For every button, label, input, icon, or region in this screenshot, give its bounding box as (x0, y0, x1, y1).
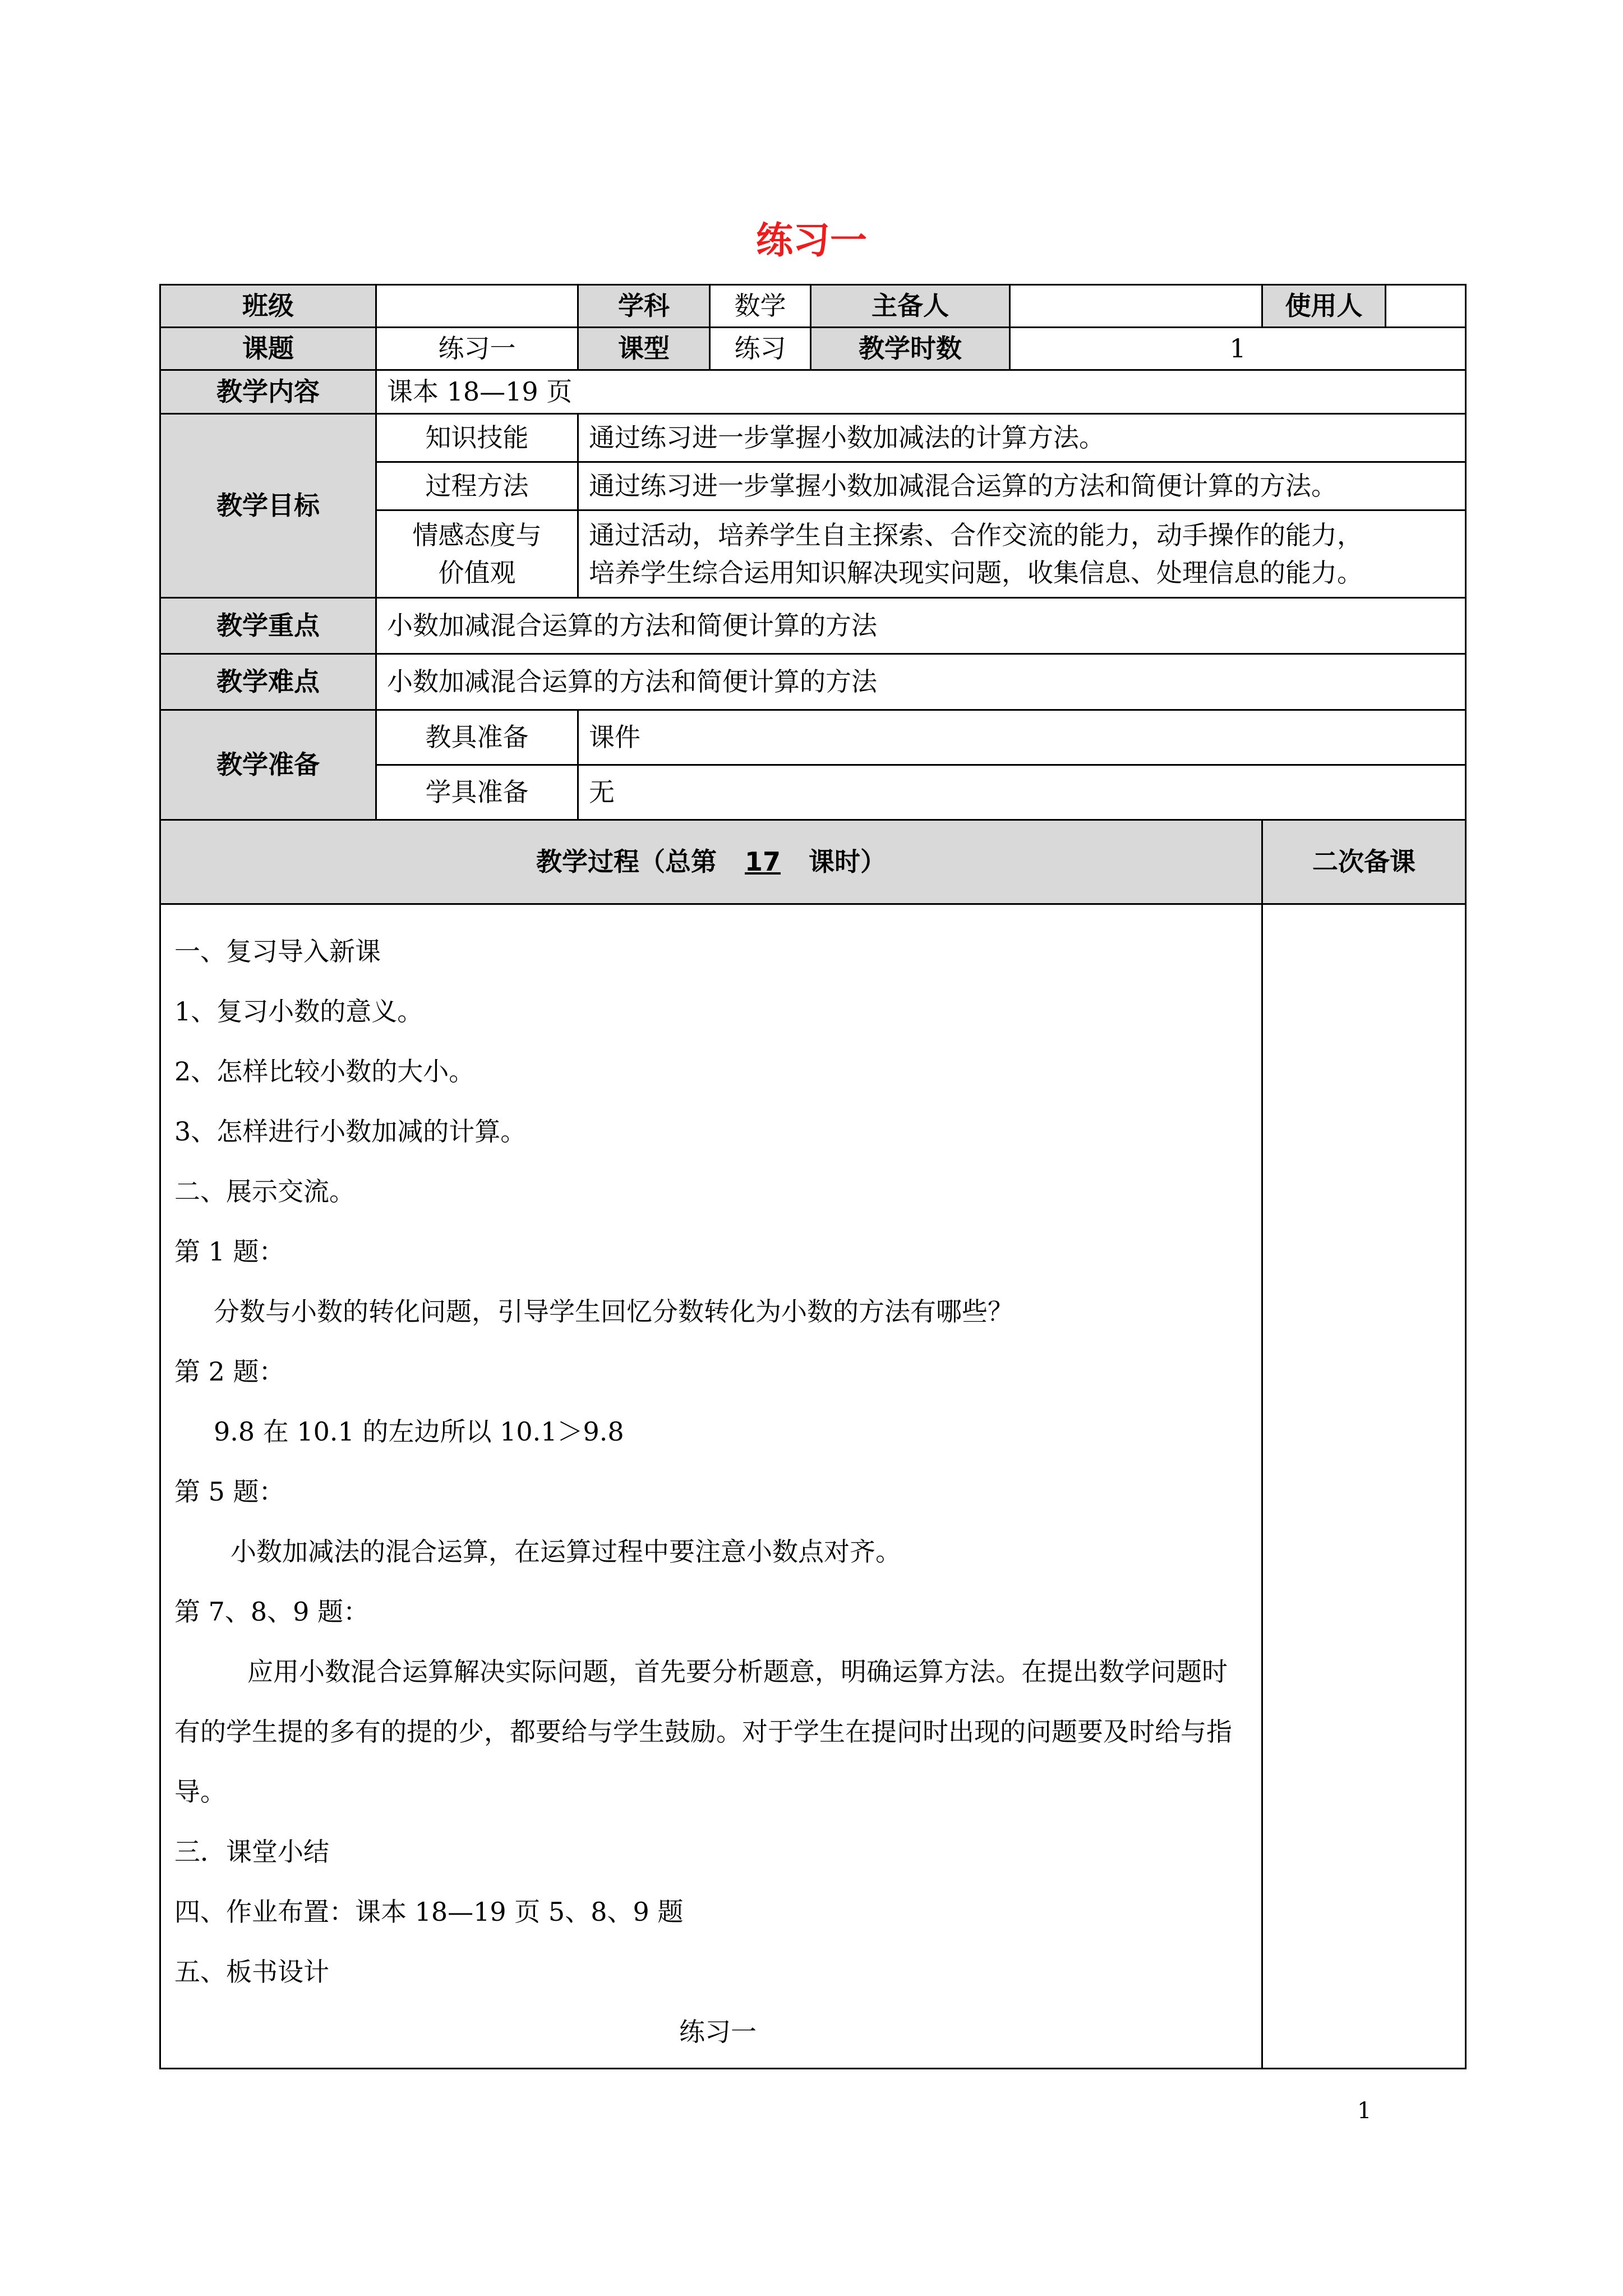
second-prep-heading: 二次备课 (1262, 820, 1466, 904)
goal-text (578, 510, 1466, 598)
process-line: 一、复习导入新课 (174, 936, 381, 967)
user-label: 使用人 (1262, 285, 1386, 328)
prep-label: 教学准备 (160, 710, 376, 820)
process-heading (160, 820, 1262, 904)
hours-label: 教学时数 (811, 328, 1010, 370)
subject-label: 学科 (578, 285, 710, 328)
preparer-value (1010, 285, 1262, 328)
hours-value: 1 (1010, 328, 1466, 370)
process-line: 四、作业布置：课本 18—19 页 5、8、9 题 (174, 1897, 684, 1927)
header-row-1 (160, 285, 1466, 328)
goal-text-line: 培养学生综合运用知识解决现实问题，收集信息、处理信息的能力。 (589, 557, 1363, 588)
process-line: 分数与小数的转化问题，引导学生回忆分数转化为小数的方法有哪些？ (214, 1296, 1013, 1327)
type-label: 课型 (578, 328, 710, 370)
difficulty-label: 教学难点 (160, 654, 376, 710)
process-line: 3、怎样进行小数加减的计算。 (174, 1116, 527, 1147)
content-row (160, 370, 1466, 414)
preparer-label: 主备人 (811, 285, 1010, 328)
subject-value: 数学 (710, 285, 811, 328)
process-line: 二、展示交流。 (174, 1176, 355, 1207)
student-prep-label: 学具准备 (376, 765, 578, 820)
content-label: 教学内容 (160, 370, 376, 414)
lesson-plan-table (159, 284, 1467, 2069)
goal-name: 过程方法 (376, 462, 578, 510)
goal-name-line: 情感态度与 (412, 519, 542, 550)
teacher-prep-value: 课件 (578, 710, 1466, 765)
process-paragraph: 应用小数混合运算解决实际问题，首先要分析题意，明确运算方法。在提出数学问题时有的学生提的多有的提的少，都要给与学生鼓励。对于学生在提问时出现的问题要及时给与指导。 (174, 1657, 1232, 1807)
page-title: 练习一 (756, 219, 867, 262)
content-value: 课本 18—19 页 (376, 370, 1466, 414)
focus-value: 小数加减混合运算的方法和简便计算的方法 (376, 598, 1466, 654)
process-line: 2、怎样比较小数的大小。 (174, 1056, 475, 1087)
difficulty-row (160, 654, 1466, 710)
second-prep-column (1262, 904, 1466, 2069)
process-line: 第 5 题： (174, 1476, 285, 1507)
process-line: 1、复习小数的意义。 (174, 996, 423, 1027)
focus-label: 教学重点 (160, 598, 376, 654)
goal-name-line: 价值观 (438, 557, 516, 588)
page-number: 1 (1357, 2098, 1372, 2124)
goal-row-knowledge (160, 414, 1466, 462)
process-line: 第 7、8、9 题： (174, 1596, 370, 1627)
process-line: 9.8 在 10.1 的左边所以 10.1＞9.8 (214, 1416, 624, 1447)
process-line: 五、板书设计 (174, 1957, 329, 1987)
difficulty-value: 小数加减混合运算的方法和简便计算的方法 (376, 654, 1466, 710)
header-row-2 (160, 328, 1466, 370)
type-value: 练习 (710, 328, 811, 370)
process-line: 三．课堂小结 (174, 1837, 329, 1867)
topic-value: 练习一 (376, 328, 578, 370)
teacher-prep-label: 教具准备 (376, 710, 578, 765)
process-body (160, 904, 1262, 2069)
goal-text: 通过练习进一步掌握小数加减法的计算方法。 (578, 414, 1466, 462)
lesson-number: 17 (744, 846, 781, 877)
prep-row-teacher (160, 710, 1466, 765)
board-title: 练习一 (679, 2017, 757, 2047)
process-header-row (160, 820, 1466, 904)
process-heading-prefix: 教学过程（总第 (536, 846, 717, 877)
class-label: 班级 (160, 285, 376, 328)
goals-label: 教学目标 (160, 414, 376, 598)
process-line: 第 2 题： (174, 1356, 285, 1387)
class-value (376, 285, 578, 328)
student-prep-value: 无 (578, 765, 1466, 820)
focus-row (160, 598, 1466, 654)
goal-name: 知识技能 (376, 414, 578, 462)
goal-text-line: 通过活动，培养学生自主探索、合作交流的能力，动手操作的能力， (589, 519, 1363, 550)
process-body-row (160, 904, 1466, 2069)
process-heading-suffix: 课时） (809, 846, 886, 877)
process-line: 第 1 题： (174, 1236, 285, 1267)
goal-text: 通过练习进一步掌握小数加减混合运算的方法和简便计算的方法。 (578, 462, 1466, 510)
process-line: 小数加减法的混合运算，在运算过程中要注意小数点对齐。 (230, 1536, 901, 1567)
goal-name (376, 510, 578, 598)
user-value (1386, 285, 1466, 328)
topic-label: 课题 (160, 328, 376, 370)
